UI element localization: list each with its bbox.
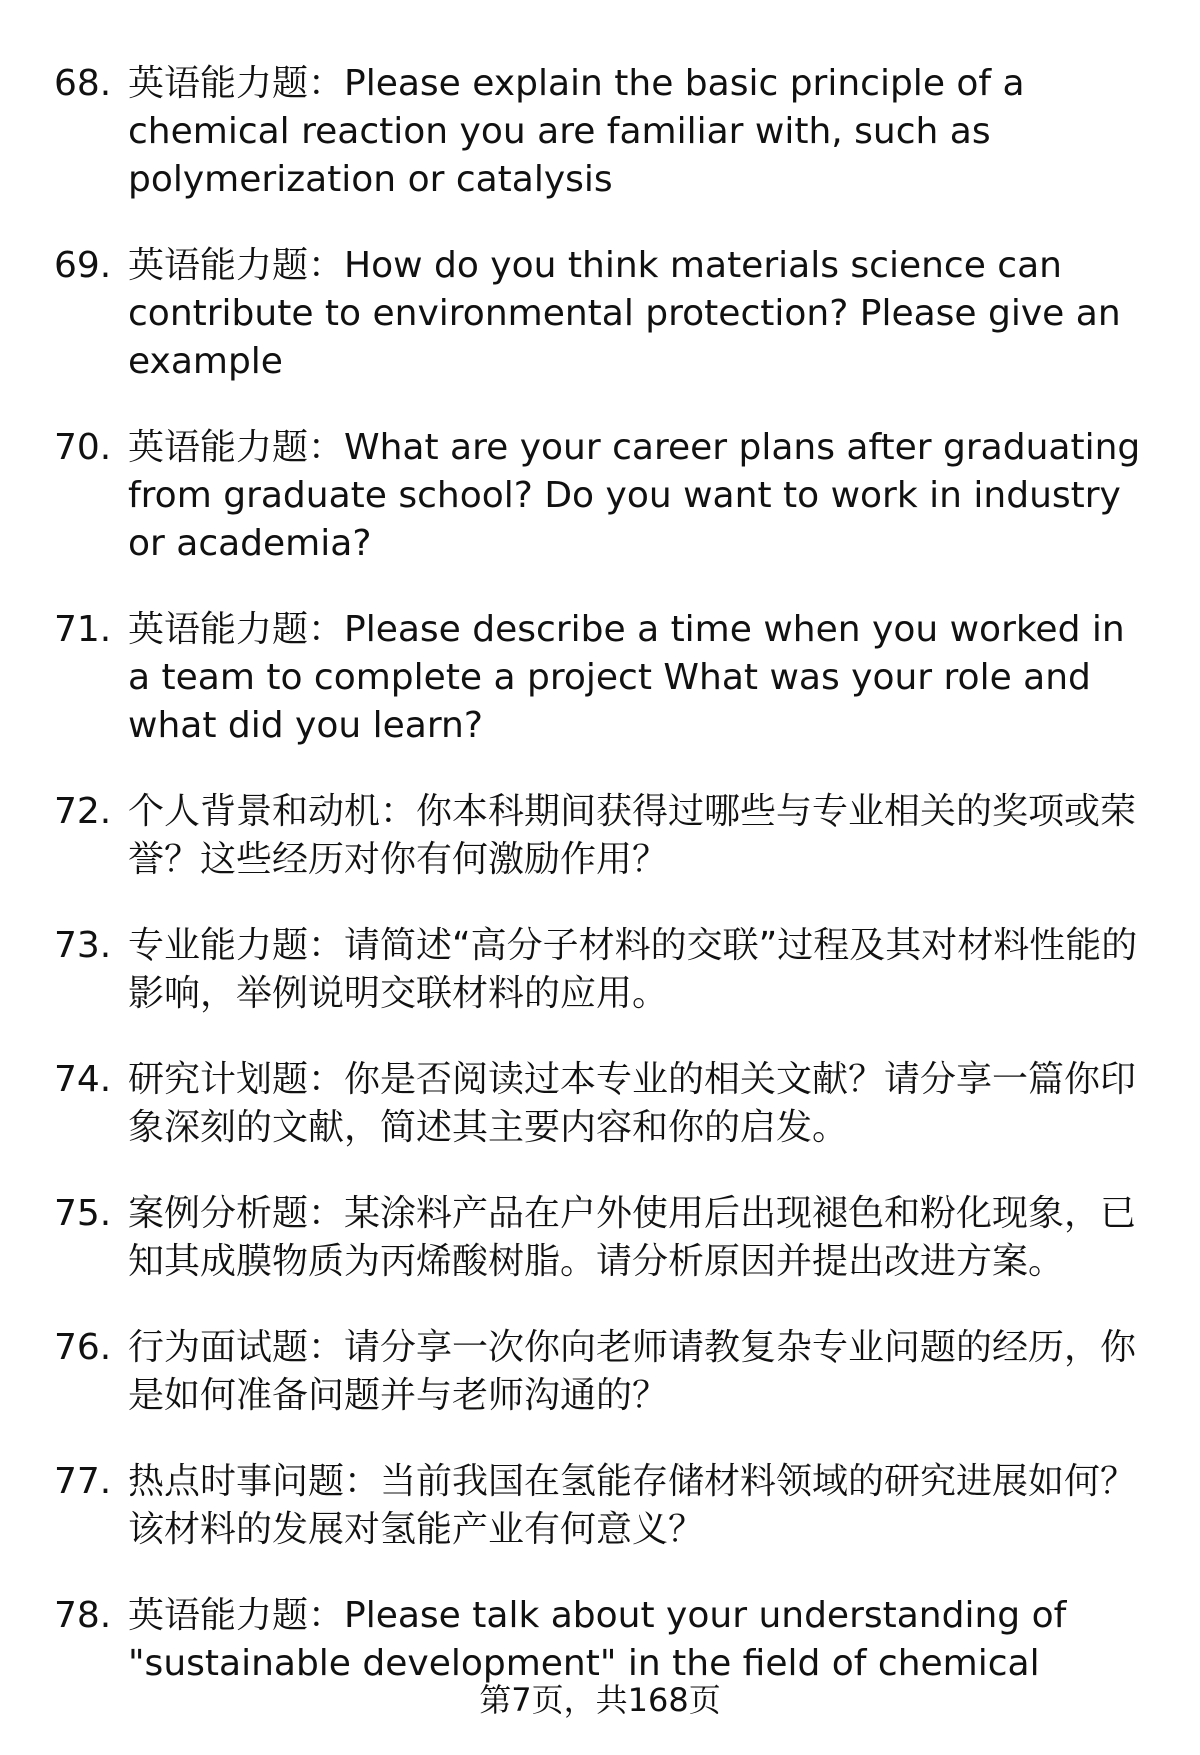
question-number: 78.	[54, 1595, 112, 1636]
question-item	[54, 1056, 1154, 1152]
question-text: 英语能力题：How do you think materials science can contribute to environmental protection? Please give an example	[128, 245, 1121, 382]
question-number: 74.	[54, 1059, 112, 1100]
question-number: 75.	[54, 1193, 112, 1234]
question-number: 72.	[54, 791, 112, 832]
question-text: 热点时事问题：当前我国在氢能存储材料领域的研究进展如何？该材料的发展对氢能产业有何意义？	[128, 1461, 1137, 1550]
question-item	[54, 606, 1154, 750]
question-item	[54, 242, 1154, 386]
question-item	[54, 1592, 1154, 1688]
question-text: 研究计划题：你是否阅读过本专业的相关文献？请分享一篇你印象深刻的文献，简述其主要内容和你的启发。	[128, 1059, 1137, 1148]
question-item	[54, 60, 1154, 204]
question-text: 行为面试题：请分享一次你向老师请教复杂专业问题的经历，你是如何准备问题并与老师沟通的？	[128, 1327, 1137, 1416]
question-text: 英语能力题：Please talk about your understanding of "sustainable development" in the field of chemical	[128, 1595, 1067, 1684]
question-number: 71.	[54, 609, 112, 650]
question-item	[54, 788, 1154, 884]
question-text: 英语能力题：Please describe a time when you worked in a team to complete a project What was your role and what did you learn?	[128, 609, 1125, 746]
question-item	[54, 424, 1154, 568]
question-number: 69.	[54, 245, 112, 286]
question-text: 英语能力题：Please explain the basic principle of a chemical reaction you are familiar with, such as polymerization or catalysis	[128, 63, 1025, 200]
question-item	[54, 1458, 1154, 1554]
question-list	[54, 60, 1154, 1726]
question-item	[54, 922, 1154, 1018]
question-number: 76.	[54, 1327, 112, 1368]
page-number-label: 第7页，共168页	[479, 1681, 721, 1719]
question-number: 73.	[54, 925, 112, 966]
question-number: 77.	[54, 1461, 112, 1502]
question-text: 专业能力题：请简述“高分子材料的交联”过程及其对材料性能的影响，举例说明交联材料的应用。	[128, 925, 1138, 1014]
question-text: 案例分析题：某涂料产品在户外使用后出现褪色和粉化现象，已知其成膜物质为丙烯酸树脂。请分析原因并提出改进方案。	[128, 1193, 1137, 1282]
page-footer	[0, 1678, 1200, 1722]
question-text: 个人背景和动机：你本科期间获得过哪些与专业相关的奖项或荣誉？这些经历对你有何激励作用？	[128, 791, 1137, 880]
question-item	[54, 1324, 1154, 1420]
question-item	[54, 1190, 1154, 1286]
question-text: 英语能力题：What are your career plans after graduating from graduate school? Do you want to work in industry or academia?	[128, 427, 1141, 564]
question-number: 70.	[54, 427, 112, 468]
question-number: 68.	[54, 63, 112, 104]
